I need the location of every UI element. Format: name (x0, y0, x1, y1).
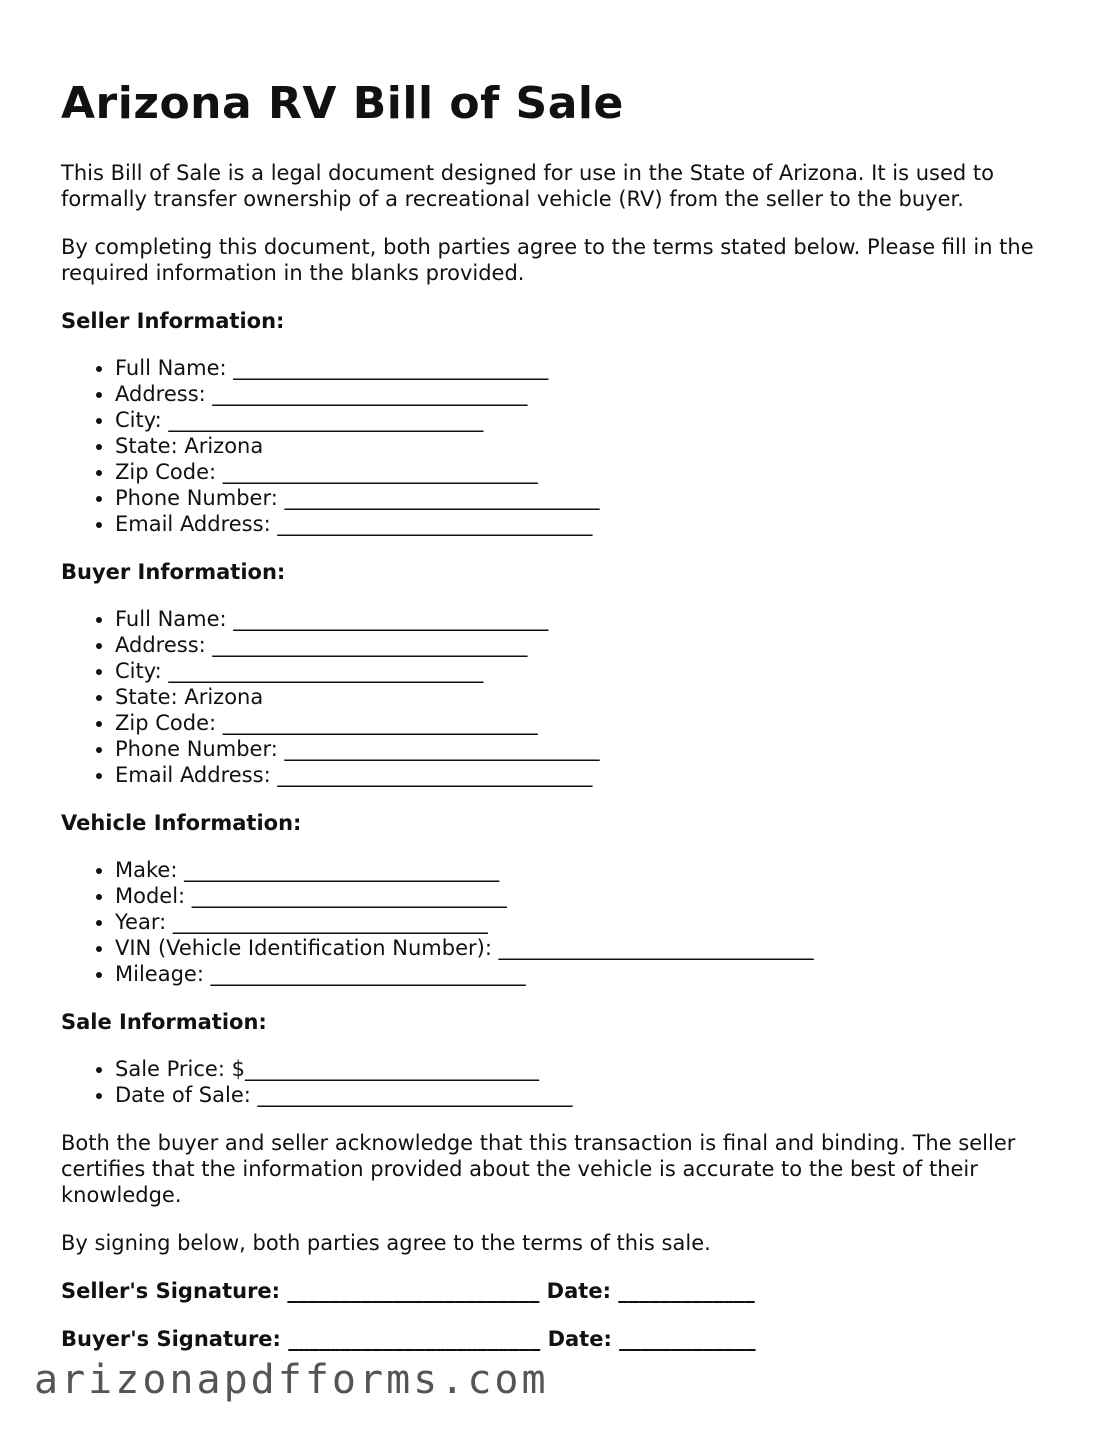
signing-statement: By signing below, both parties agree to the terms of this sale. (61, 1231, 711, 1255)
site-watermark: arizonapdfforms.com (34, 1357, 549, 1403)
seller-city-field[interactable]: • City: ______________________________ (115, 407, 1061, 433)
buyer-state-field: • State: Arizona (115, 684, 1061, 710)
seller-signature-line[interactable]: Seller's Signature: ________________________ Date: _____________ (61, 1279, 755, 1303)
buyer-full-name-field[interactable]: • Full Name: ______________________________ (115, 606, 1061, 632)
seller-zip-field[interactable]: • Zip Code: ______________________________ (115, 459, 1061, 485)
seller-state-field: • State: Arizona (115, 433, 1061, 459)
vehicle-vin-field[interactable]: • VIN (Vehicle Identification Number): ______________________________ (115, 935, 1061, 961)
vehicle-model-field[interactable]: • Model: ______________________________ (115, 883, 1061, 909)
vehicle-section-heading: Vehicle Information: (61, 811, 302, 835)
sale-price-field[interactable]: • Sale Price: $____________________________ (115, 1056, 1061, 1082)
intro-paragraph-2: By completing this document, both parties agree to the terms stated below. Please fill in the required information in the blanks provided. (61, 235, 1034, 285)
vehicle-year-field[interactable]: • Year: ______________________________ (115, 909, 1061, 935)
seller-phone-field[interactable]: • Phone Number: ______________________________ (115, 485, 1061, 511)
seller-email-field[interactable]: • Email Address: ______________________________ (115, 511, 1061, 537)
buyer-fields-list (61, 606, 1061, 788)
seller-section-heading: Seller Information: (61, 309, 285, 333)
vehicle-mileage-field[interactable]: • Mileage: ______________________________ (115, 961, 1061, 987)
page-title: Arizona RV Bill of Sale (61, 78, 624, 129)
sale-section-heading: Sale Information: (61, 1010, 267, 1034)
buyer-section-heading: Buyer Information: (61, 560, 286, 584)
seller-full-name-field[interactable]: • Full Name: ______________________________ (115, 355, 1061, 381)
sale-date-field[interactable]: • Date of Sale: ______________________________ (115, 1082, 1061, 1108)
buyer-email-field[interactable]: • Email Address: ______________________________ (115, 762, 1061, 788)
vehicle-make-field[interactable]: • Make: ______________________________ (115, 857, 1061, 883)
buyer-phone-field[interactable]: • Phone Number: ______________________________ (115, 736, 1061, 762)
buyer-city-field[interactable]: • City: ______________________________ (115, 658, 1061, 684)
seller-fields-list (61, 355, 1061, 537)
buyer-zip-field[interactable]: • Zip Code: ______________________________ (115, 710, 1061, 736)
buyer-address-field[interactable]: • Address: ______________________________ (115, 632, 1061, 658)
buyer-signature-line[interactable]: Buyer's Signature: ________________________ Date: _____________ (61, 1327, 756, 1351)
vehicle-fields-list (61, 857, 1061, 987)
sale-fields-list (61, 1056, 1061, 1108)
seller-address-field[interactable]: • Address: ______________________________ (115, 381, 1061, 407)
document-page (61, 78, 1061, 1352)
intro-paragraph-1: This Bill of Sale is a legal document designed for use in the State of Arizona. It is used to formally transfer ownership of a recreational vehicle (RV) from the seller to the buyer. (61, 161, 994, 211)
acknowledgement-paragraph: Both the buyer and seller acknowledge that this transaction is final and binding. The seller certifies that the information provided about the vehicle is accurate to the best of their knowledge. (61, 1131, 1016, 1207)
